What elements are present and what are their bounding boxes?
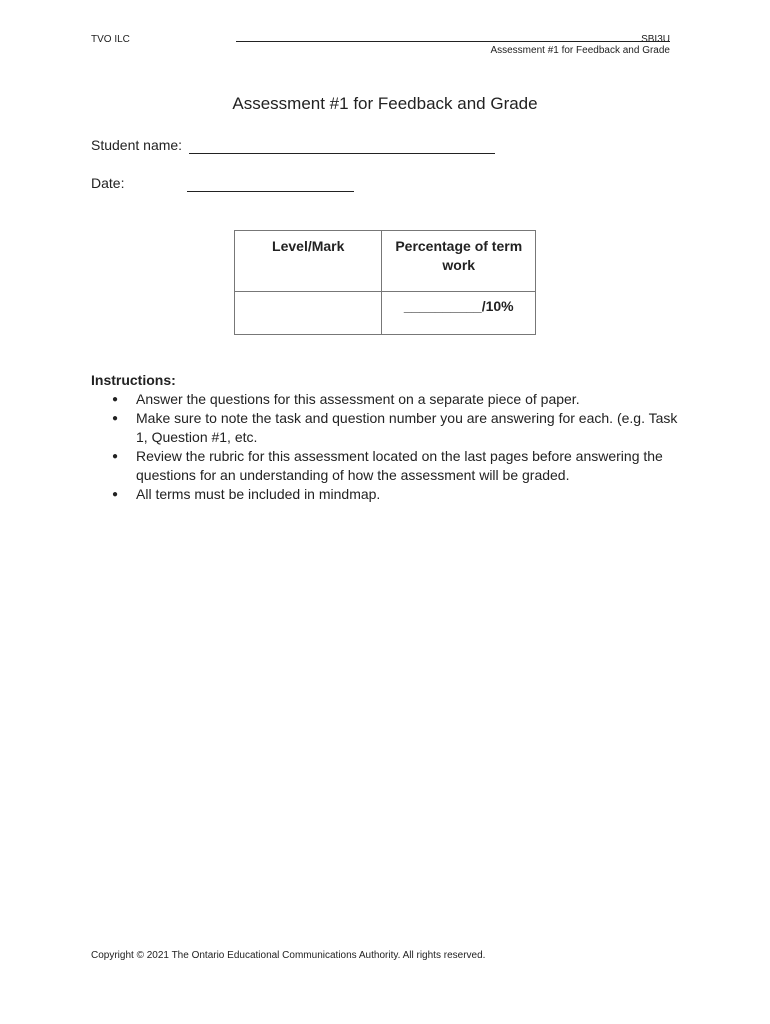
student-name-field bbox=[91, 137, 182, 153]
page-title: Assessment #1 for Feedback and Grade bbox=[232, 94, 538, 113]
header-left-text: TVO ILC bbox=[91, 34, 130, 45]
instruction-text: Make sure to note the task and question number you are answering for each. (e.g. Task 1, Question #1, etc. bbox=[136, 410, 678, 445]
copyright-footer: Copyright © 2021 The Ontario Educational Communications Authority. All rights reserved. bbox=[91, 950, 486, 961]
bullet-icon: ● bbox=[112, 451, 119, 462]
bullet-icon: ● bbox=[112, 394, 119, 405]
header-rule bbox=[236, 41, 670, 42]
bullet-icon: ● bbox=[112, 413, 119, 424]
table-row bbox=[235, 292, 536, 335]
student-name-label: Student name: bbox=[91, 137, 183, 153]
student-name-blank[interactable] bbox=[189, 139, 495, 154]
bullet-icon: ● bbox=[112, 489, 119, 500]
list-item bbox=[91, 390, 681, 409]
list-item bbox=[91, 447, 681, 485]
date-blank[interactable] bbox=[187, 177, 354, 192]
level-mark-header: Level/Mark bbox=[235, 231, 382, 292]
marks-table bbox=[234, 230, 536, 335]
list-item bbox=[91, 409, 681, 447]
table-header-row bbox=[235, 231, 536, 292]
instructions-heading: Instructions: bbox=[91, 372, 176, 388]
instruction-text: Answer the questions for this assessment on a separate piece of paper. bbox=[136, 391, 580, 407]
percentage-cell[interactable]: __________/10% bbox=[382, 292, 536, 335]
level-mark-cell[interactable] bbox=[235, 292, 382, 335]
percentage-header: Percentage of term work bbox=[382, 231, 536, 292]
header-course-code: SBI3U bbox=[641, 34, 670, 45]
date-field bbox=[91, 175, 124, 191]
instruction-text: Review the rubric for this assessment located on the last pages before answering the questions for an understanding of how the assessment will be graded. bbox=[136, 448, 663, 483]
instructions-section bbox=[91, 371, 681, 504]
date-label: Date: bbox=[91, 175, 125, 191]
instructions-list bbox=[91, 390, 681, 504]
header-subtitle: Assessment #1 for Feedback and Grade bbox=[490, 45, 670, 56]
instruction-text: All terms must be included in mindmap. bbox=[136, 486, 381, 502]
list-item bbox=[91, 485, 681, 504]
